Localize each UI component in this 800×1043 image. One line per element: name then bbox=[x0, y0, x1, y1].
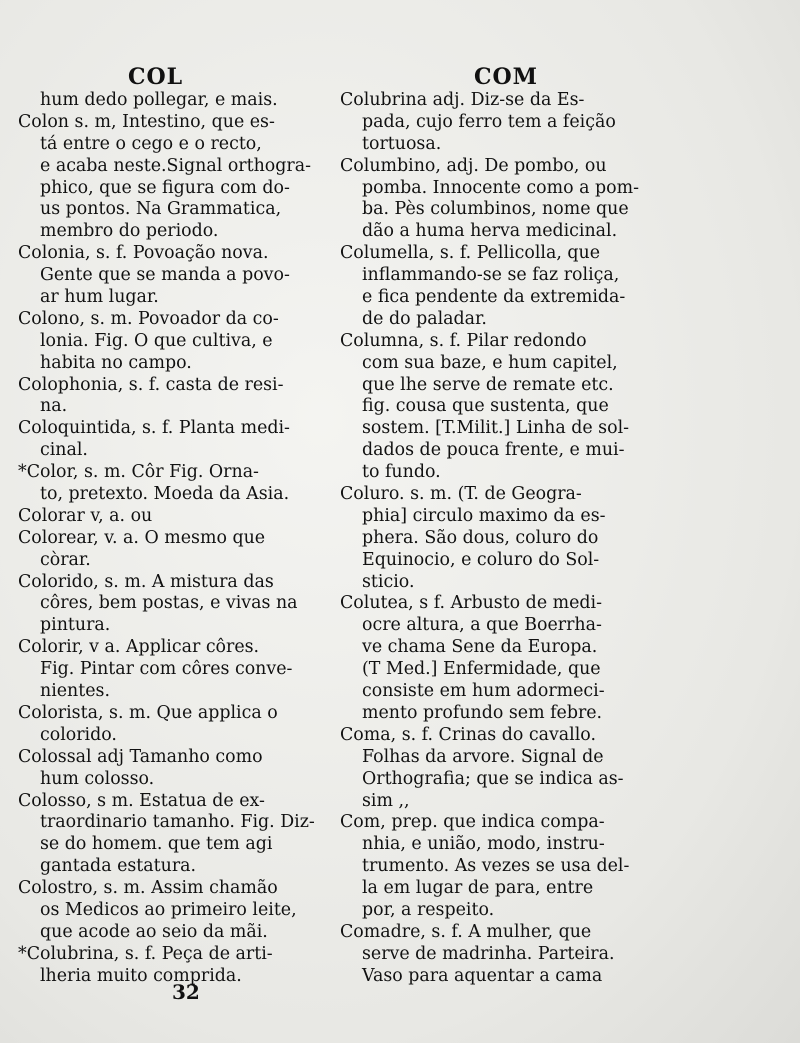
entry-continuation-line: pada, cujo ferro tem a feição bbox=[362, 111, 616, 132]
entry-headword-line: Colono, s. m. Povoador da co- bbox=[18, 308, 279, 329]
entry-headword-line: *Colubrina, s. f. Peça de arti- bbox=[18, 943, 273, 964]
entry-headword-line: Colophonia, s. f. casta de resi- bbox=[18, 374, 284, 395]
entry-continuation-line: Orthografia; que se indica as- bbox=[362, 768, 624, 789]
entry-headword-line: Coloquintida, s. f. Planta medi- bbox=[18, 418, 290, 439]
entry-continuation-line: còrar. bbox=[40, 549, 91, 570]
entry-headword-line: Colosso, s m. Estatua de ex- bbox=[18, 790, 265, 811]
entry-headword-line: Coluro. s. m. (T. de Geogra- bbox=[340, 484, 582, 505]
entry-continuation-line: gantada estatura. bbox=[40, 856, 197, 877]
left-column bbox=[18, 90, 320, 988]
entry-headword-line: Colorar v, a. ou bbox=[18, 505, 153, 526]
entry-continuation-line: pomba. Innocente como a pom- bbox=[362, 177, 639, 198]
entry-continuation-line: trumento. As vezes se usa del- bbox=[362, 856, 630, 877]
entry-headword-line: Colossal adj Tamanho como bbox=[18, 746, 263, 767]
entry-continuation-line: habita no campo. bbox=[40, 352, 192, 373]
entry-continuation-line: Fig. Pintar com côres conve- bbox=[40, 659, 293, 680]
entry-headword-line: Colorido, s. m. A mistura das bbox=[18, 571, 274, 592]
page-number: 32 bbox=[172, 980, 200, 1004]
entry-continuation-line: la em lugar de para, entre bbox=[362, 878, 594, 899]
entry-continuation-line: serve de madrinha. Parteira. bbox=[362, 943, 615, 964]
entry-continuation-line: ve chama Sene da Europa. bbox=[362, 637, 598, 658]
entry-continuation-line: sostem. [T.Milit.] Linha de sol- bbox=[362, 418, 630, 439]
entry-headword-line: Com, prep. que indica compa- bbox=[340, 812, 605, 833]
entry-continuation-line: Gente que se manda a povo- bbox=[40, 265, 290, 286]
entry-continuation-line: nientes. bbox=[40, 681, 110, 702]
entry-continuation-line: os Medicos ao primeiro leite, bbox=[40, 899, 297, 920]
entry-continuation-line: ocre altura, a que Boerrha- bbox=[362, 615, 602, 636]
entry-continuation-line: colorido. bbox=[40, 724, 117, 745]
entry-continuation-line: to, pretexto. Moeda da Asia. bbox=[40, 484, 290, 505]
entry-continuation-line: consiste em hum adormeci- bbox=[362, 681, 605, 702]
entry-headword-line: Comadre, s. f. A mulher, que bbox=[340, 921, 592, 942]
entry-continuation-line: mento profundo sem febre. bbox=[362, 702, 603, 723]
entry-continuation-line: phia] circulo maximo da es- bbox=[362, 505, 606, 526]
entry-continuation-line: ar hum lugar. bbox=[40, 287, 159, 308]
entry-headword-line: Colorear, v. a. O mesmo que bbox=[18, 527, 266, 548]
entry-continuation-line: pintura. bbox=[40, 615, 111, 636]
entry-continuation-line: hum dedo pollegar, e mais. bbox=[40, 90, 278, 110]
entry-continuation-line: se do homem. que tem agi bbox=[40, 834, 273, 855]
entry-continuation-line: phico, que se figura com do- bbox=[40, 177, 290, 198]
entry-continuation-line: tá entre o cego e o recto, bbox=[40, 133, 262, 154]
entry-continuation-line: dados de pouca frente, e mui- bbox=[362, 440, 625, 461]
entry-headword-line: Colostro, s. m. Assim chamão bbox=[18, 878, 278, 899]
entry-continuation-line: Vaso para aquentar a cama bbox=[362, 965, 603, 986]
entry-continuation-line: fig. cousa que sustenta, que bbox=[362, 396, 609, 417]
entry-continuation-line: hum colosso. bbox=[40, 768, 155, 789]
entry-headword-line: Colon s. m, Intestino, que es- bbox=[18, 111, 275, 132]
entry-headword-line: *Color, s. m. Côr Fig. Orna- bbox=[18, 462, 259, 483]
entry-continuation-line: dão a huma herva medicinal. bbox=[362, 221, 618, 242]
entry-continuation-line: que lhe serve de remate etc. bbox=[362, 374, 614, 395]
entry-continuation-line: traordinario tamanho. Fig. Diz- bbox=[40, 812, 315, 833]
entry-continuation-line: cinal. bbox=[40, 440, 88, 461]
entry-continuation-line: e fica pendente da extremida- bbox=[362, 287, 626, 308]
entry-headword-line: Coma, s. f. Crinas do cavallo. bbox=[340, 724, 596, 745]
entry-continuation-line: membro do periodo. bbox=[40, 221, 219, 242]
entry-headword-line: Columella, s. f. Pellicolla, que bbox=[340, 243, 601, 264]
entry-headword-line: Columna, s. f. Pilar redondo bbox=[340, 330, 587, 351]
entry-headword-line: Colonia, s. f. Povoação nova. bbox=[18, 243, 269, 264]
running-head-right: COM bbox=[474, 64, 539, 90]
entry-continuation-line: (T Med.] Enfermidade, que bbox=[362, 659, 601, 680]
entry-continuation-line: lheria muito comprida. bbox=[40, 965, 242, 986]
entry-continuation-line: na. bbox=[40, 396, 68, 417]
right-column bbox=[340, 90, 655, 988]
entry-continuation-line: sim ,, bbox=[362, 790, 410, 811]
entry-continuation-line: lonia. Fig. O que cultiva, e bbox=[40, 330, 273, 351]
entry-continuation-line: tortuosa. bbox=[362, 133, 442, 154]
entry-continuation-line: que acode ao seio da mãi. bbox=[40, 921, 268, 942]
entry-continuation-line: us pontos. Na Grammatica, bbox=[40, 199, 282, 220]
entry-continuation-line: e acaba neste.Signal orthogra- bbox=[40, 155, 311, 176]
entry-continuation-line: ba. Pès columbinos, nome que bbox=[362, 199, 629, 220]
entry-continuation-line: sticio. bbox=[362, 571, 415, 592]
entry-continuation-line: por, a respeito. bbox=[362, 899, 495, 920]
entry-continuation-line: inflammando-se se faz roliça, bbox=[362, 265, 620, 286]
entry-headword-line: Colubrina adj. Diz-se da Es- bbox=[340, 90, 585, 110]
entry-continuation-line: phera. São dous, coluro do bbox=[362, 527, 599, 548]
entry-continuation-line: Equinocio, e coluro do Sol- bbox=[362, 549, 600, 570]
running-head-left: COL bbox=[128, 64, 184, 90]
entry-continuation-line: Folhas da arvore. Signal de bbox=[362, 746, 604, 767]
entry-continuation-line: côres, bem postas, e vivas na bbox=[40, 593, 298, 614]
entry-continuation-line: to fundo. bbox=[362, 462, 441, 483]
entry-continuation-line: com sua baze, e hum capitel, bbox=[362, 352, 618, 373]
entry-continuation-line: nhia, e união, modo, instru- bbox=[362, 834, 605, 855]
entry-headword-line: Colorista, s. m. Que applica o bbox=[18, 702, 278, 723]
entry-headword-line: Colorir, v a. Applicar côres. bbox=[18, 637, 260, 658]
entry-headword-line: Columbino, adj. De pombo, ou bbox=[340, 155, 607, 176]
entry-headword-line: Colutea, s f. Arbusto de medi- bbox=[340, 593, 602, 614]
entry-continuation-line: de do paladar. bbox=[362, 308, 487, 329]
